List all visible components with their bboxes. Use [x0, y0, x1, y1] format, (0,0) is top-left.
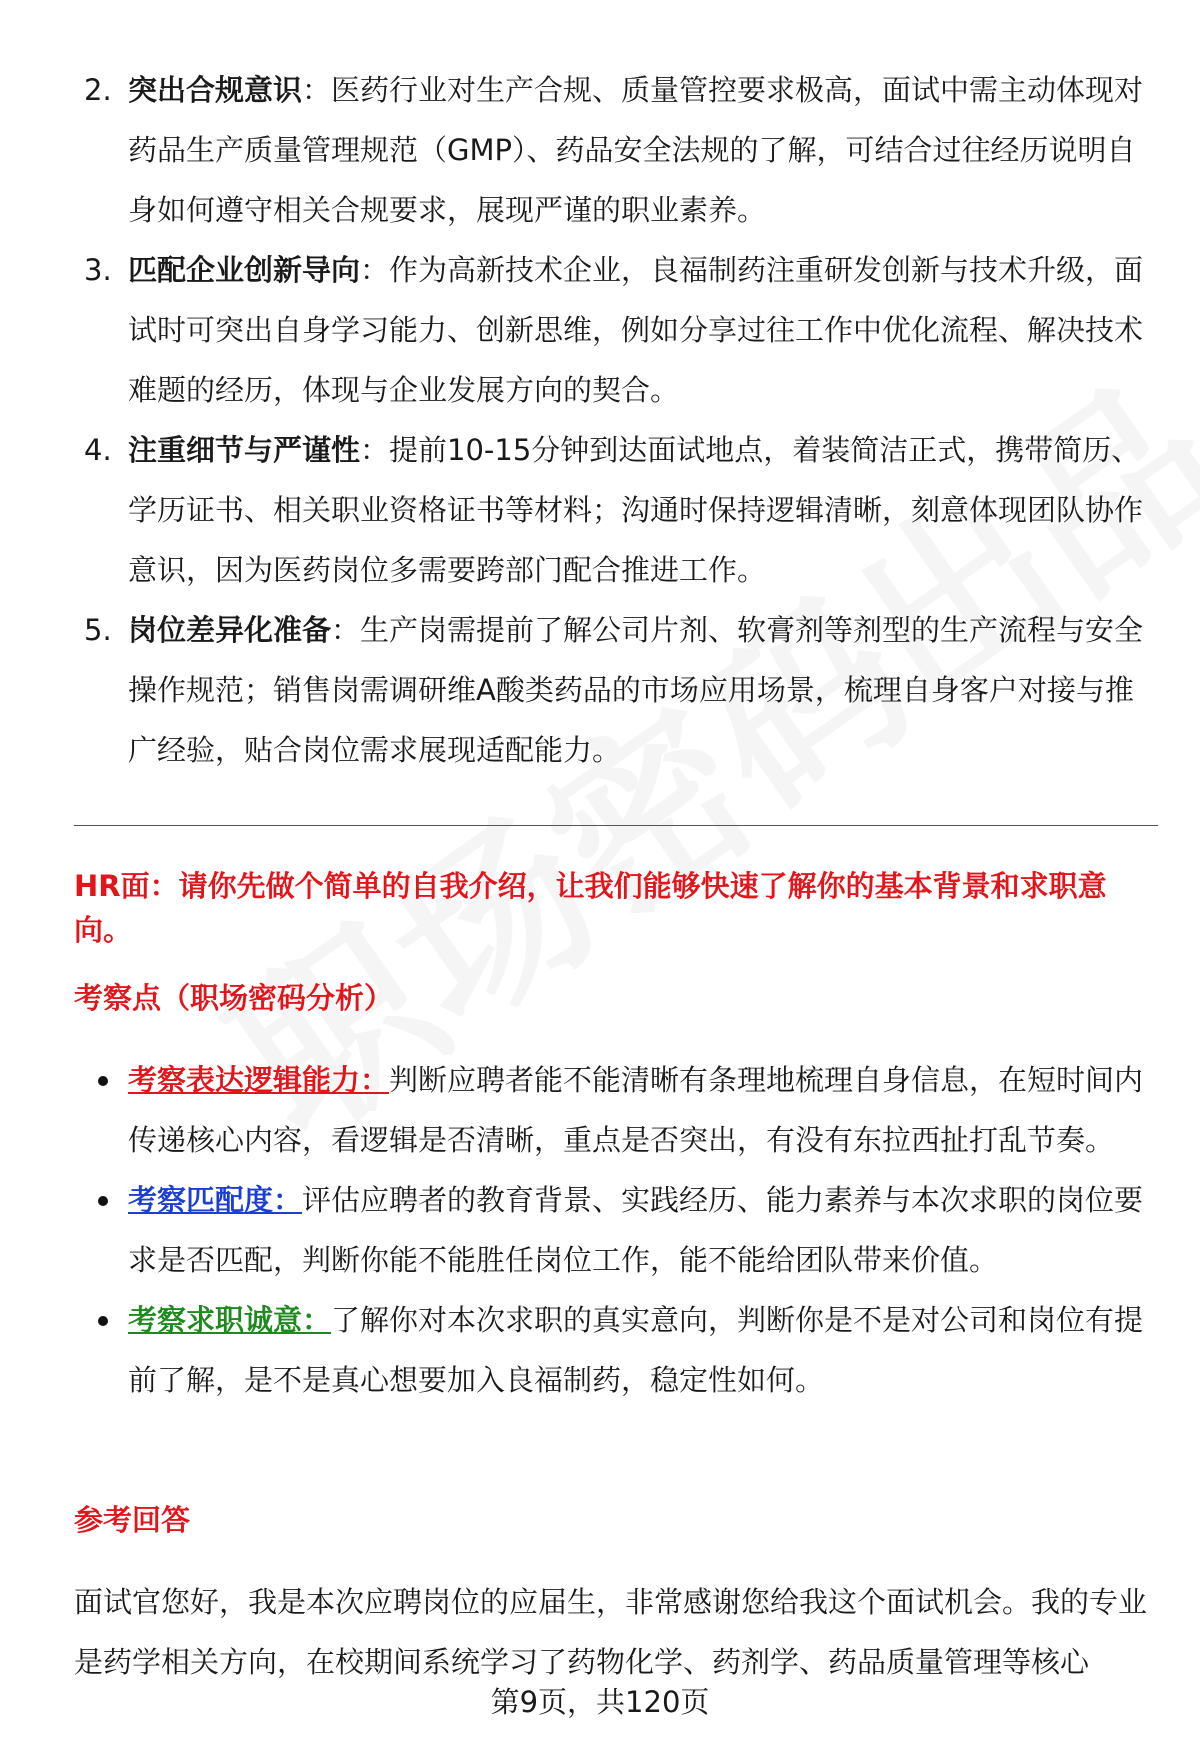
bullet-item [94, 1170, 1164, 1290]
bullet-text: 了解你对本次求职的真实意向，判断你是不是对公司和岗位有提前了解，是不是真心想要加入良福制药，稳定性如何。 [128, 1303, 1144, 1397]
reference-title: 参考回答 [74, 1503, 191, 1537]
bullet-label-link[interactable]: 考察求职诚意： [128, 1303, 332, 1337]
reference-paragraph: 面试官您好，我是本次应聘岗位的应届生，非常感谢您给我这个面试机会。我的专业是药学相关方向，在校期间系统学习了药物化学、药剂学、药品质量管理等核心 [74, 1585, 1148, 1679]
hr-question: HR面：请你先做个简单的自我介绍，让我们能够快速了解你的基本背景和求职意向。 [74, 869, 1107, 947]
section-divider [74, 825, 1158, 826]
item-title: 突出合规意识 [128, 73, 303, 107]
bullet-item [94, 1050, 1164, 1170]
list-item [84, 60, 1154, 240]
item-title: 匹配企业创新导向 [128, 253, 361, 287]
bullet-text: 判断应聘者能不能清晰有条理地梳理自身信息，在短时间内传递核心内容，看逻辑是否清晰，重点是否突出，有没有东拉西扯打乱节奏。 [128, 1063, 1144, 1157]
item-number: 4. [84, 433, 112, 467]
list-item [84, 600, 1154, 780]
item-text: ：提前10-15分钟到达面试地点，着装简洁正式，携带简历、学历证书、相关职业资格证书等材料；沟通时保持逻辑清晰，刻意体现团队协作意识，因为医药岗位多需要跨部门配合推进工作。 [128, 433, 1144, 587]
page-footer: 第9页，共120页 [490, 1685, 710, 1719]
bullet-label-link[interactable]: 考察匹配度： [128, 1183, 303, 1217]
bullet-list [94, 1050, 1164, 1410]
bullet-item [94, 1290, 1164, 1410]
item-number: 3. [84, 253, 112, 287]
kaocha-title: 考察点（职场密码分析） [74, 981, 394, 1015]
bullet-text: 评估应聘者的教育背景、实践经历、能力素养与本次求职的岗位要求是否匹配，判断你能不能胜任岗位工作，能不能给团队带来价值。 [128, 1183, 1144, 1277]
bullet-dot-icon [98, 1076, 108, 1086]
list-item [84, 420, 1154, 600]
item-number: 2. [84, 73, 112, 107]
numbered-list [84, 60, 1154, 780]
bullet-dot-icon [98, 1196, 108, 1206]
item-title: 岗位差异化准备 [128, 613, 332, 647]
list-item [84, 240, 1154, 420]
item-text: ：医药行业对生产合规、质量管控要求极高，面试中需主动体现对药品生产质量管理规范（GMP）、药品安全法规的了解，可结合过往经历说明自身如何遵守相关合规要求，展现严谨的职业素养。 [128, 73, 1144, 227]
bullet-label-link[interactable]: 考察表达逻辑能力： [128, 1063, 390, 1097]
item-title: 注重细节与严谨性 [128, 433, 361, 467]
item-number: 5. [84, 613, 112, 647]
bullet-dot-icon [98, 1316, 108, 1326]
item-text: ：作为高新技术企业，良福制药注重研发创新与技术升级，面试时可突出自身学习能力、创新思维，例如分享过往工作中优化流程、解决技术难题的经历，体现与企业发展方向的契合。 [128, 253, 1144, 407]
item-text: ：生产岗需提前了解公司片剂、软膏剂等剂型的生产流程与安全操作规范；销售岗需调研维A酸类药品的市场应用场景，梳理自身客户对接与推广经验，贴合岗位需求展现适配能力。 [128, 613, 1144, 767]
